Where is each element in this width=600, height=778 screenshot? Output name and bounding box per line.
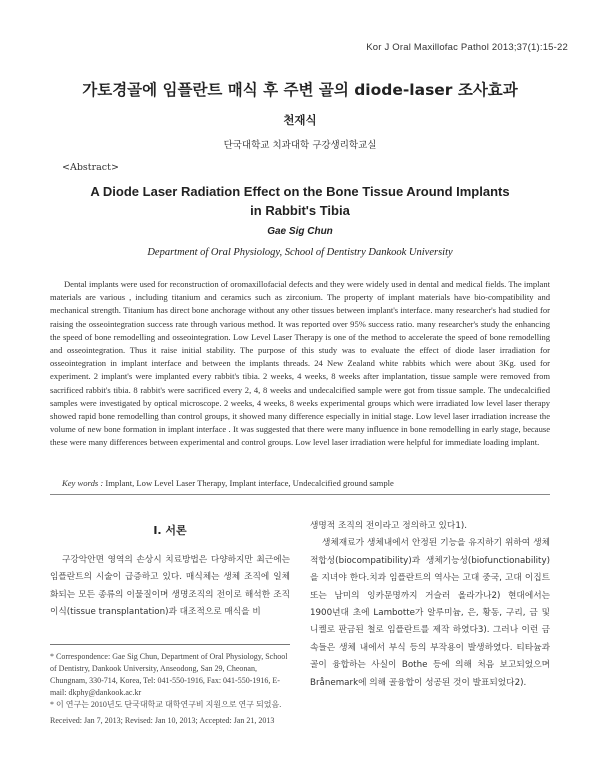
intro-paragraph: 구강악안면 영역의 손상시 치료방법은 다양하지만 최근에는 임플란트의 시술이 급증하고 있다. 매식체는 생체 조직에 일체화되는 모든 종류의 이물질이며 생명조직의 전이로 해석한 조직이식(tissue transplantation)과 대조적으로 매식을 비 — [50, 555, 290, 618]
received-dates: Received: Jan 7, 2013; Revised: Jan 10, 2013; Accepted: Jan 21, 2013 — [50, 716, 275, 725]
korean-affiliation: 단국대학교 치과대학 구강생리학교실 — [223, 140, 377, 151]
english-title-line2: in Rabbit's Tibia — [250, 203, 350, 218]
keywords-label: Key words : — [62, 478, 104, 488]
journal-citation: Kor J Oral Maxillofac Pathol 2013;37(1):15-22 — [366, 42, 568, 53]
korean-title: 가토경골에 임플란트 매식 후 주변 골의 diode-laser 조사효과 — [82, 81, 518, 99]
english-affiliation: Department of Oral Physiology, School of Dentistry Dankook University — [147, 247, 453, 258]
section-divider — [50, 494, 550, 495]
keywords — [62, 478, 394, 488]
continued-line: 생명적 조직의 전이라고 정의하고 있다1). — [310, 521, 467, 531]
funding-note: * 이 연구는 2010년도 단국대학교 대학연구비 지원으로 연구 되었음. — [50, 700, 282, 709]
left-column — [50, 518, 290, 622]
english-author: Gae Sig Chun — [267, 226, 333, 237]
correspondence-note: * Correspondence: Gae Sig Chun, Department of Oral Physiology, School of Dentistry, Dankook University, Anseodong, San 29, Cheonan, Chungnam, 330-714, Korea, Tel: 041-550-1916, Fax: 041-550-1916, E-mail: dkphy@dankook.ac.kr — [50, 652, 288, 697]
history-paragraph: 생체재료가 생체내에서 안정된 기능을 유지하기 위하여 생체적합성(biocompatibility)과 생체기능성(biofunctionability)을 지녀야 한다.치과 임플란트의 역사는 고대 중국, 고대 이집트 또는 남미의 잉카문명까지 거슬러 올라가나2) 현대에서는 1900년대 초에 Lambotte가 알루미늄, 은, 황동, 구리, 금 및 니켈로 판금된 철로 임플란트를 제작 하였다3). 그러나 이런 금속들은 생체 내에서 부식 등의 부작용이 발생하였다. 티타늄과 골이 융합하는 사실이 Bothe 등에 의해 처음 보고되었으며 Brånemark에 의해 골융합이 성공된 것이 발표되었다2). — [310, 538, 550, 688]
right-column — [310, 518, 550, 692]
abstract-body: Dental implants were used for reconstruction of oromaxillofacial defects and they were widely used in dental and medical fields. The implant materials are various , including titanium and ceramics such as zirconium. The property of implant materials have bio-compatibility and mechanical strength. Titanium has direct bone anchorage without any other tissues between implant's interface. many researcher's had studied for raising the osseointegration success rate through various method. It was reported over 95% success ratio. many researcher's study the enhancing the speed of bone remodelling and osseointegration. Low Level Laser Therapy is one of the method to accelerate the speed of bone remodelling and osseointegration. Thus it raise initial stability. The purpose of this study was to evaluate the effect of diode laser irradiation for osseointegration in implant interface and between the implants threads. 24 New Zealand white rabbits which were about 3Kg. used for experiment. 2 implant's were implanted every rabbit's tibia. 2 weeks, 4 weeks, 8 weeks after implantation, tissue sample were removed from sacrificed rabbit's tibia. 8 rabbit's were sacrificed every 2, 4, 8 weeks and undecalcified sample were got from tissue sample. The undecalcified samples were investigated by optical microscope. 2 weeks, 4 weeks, 8 weeks experimental groups which were irradiated low level laser therapy showed rapid bone remodelling than control groups, it showed many difference especially in initial stage. Low level laser irradiation increase the volume of new bone formation in implant interface . It was suggested that there were many influence in bone remodelling in early stage, because these were many differences between experimental and control groups. Low level laser irradiation were helpful for immediate loading implant. — [50, 279, 550, 448]
footnotes — [50, 644, 290, 727]
english-title — [0, 182, 600, 220]
keywords-text: Implant, Low Level Laser Therapy, Implant interface, Undecalcified ground sample — [105, 478, 394, 488]
korean-author: 천재식 — [283, 113, 317, 127]
abstract-tag: <Abstract> — [62, 162, 119, 173]
english-title-line1: A Diode Laser Radiation Effect on the Bone Tissue Around Implants — [90, 184, 510, 199]
section-title-introduction: Ⅰ. 서론 — [153, 524, 187, 537]
